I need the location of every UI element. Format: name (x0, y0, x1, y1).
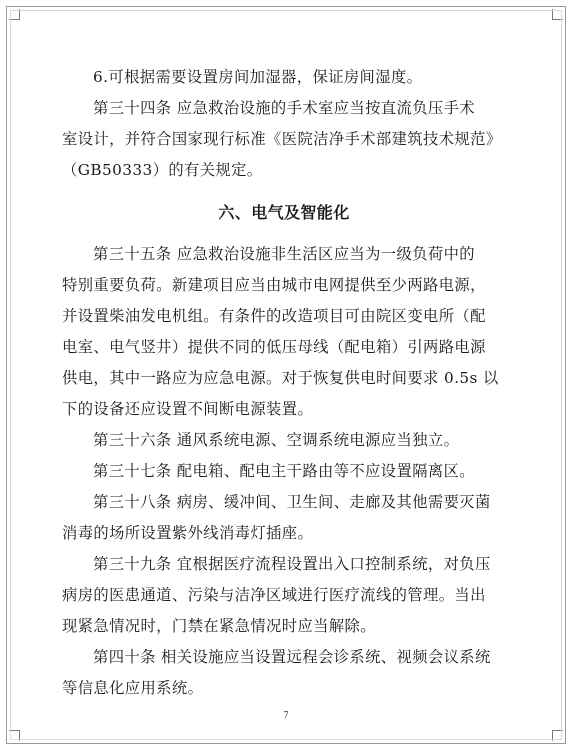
article-38 (62, 487, 506, 549)
article-39 (62, 549, 506, 642)
intro-paragraph (62, 62, 506, 186)
text-line: 第四十条 相关设施应当设置远程会诊系统、视频会议系统 (93, 648, 491, 666)
article-36 (62, 425, 506, 456)
text-line: 室设计，并符合国家现行标准《医院洁净手术部建筑技术规范》 (62, 130, 502, 148)
text-line: 第三十七条 配电箱、配电主干路由等不应设置隔离区。 (93, 462, 475, 480)
text-line: 6.可根据需要设置房间加湿器，保证房间湿度。 (93, 68, 423, 86)
text-line: 消毒的场所设置紫外线消毒灯插座。 (62, 524, 314, 542)
text-line: 第三十六条 通风系统电源、空调系统电源应当独立。 (93, 431, 460, 449)
text-line: 第三十四条 应急救治设施的手术室应当按直流负压手术 (93, 99, 475, 117)
article-37 (62, 456, 506, 487)
text-line: 电室、电气竖井）提供不同的低压母线（配电箱）引两路电源 (62, 338, 486, 356)
text-line: 第三十五条 应急救治设施非生活区应当为一级负荷中的 (93, 245, 475, 263)
text-line: 下的设备还应设置不间断电源装置。 (62, 400, 314, 418)
article-40 (62, 642, 506, 704)
text-line: 现紧急情况时，门禁在紧急情况时应当解除。 (62, 617, 376, 635)
text-line: 第三十八条 病房、缓冲间、卫生间、走廊及其他需要灭菌 (93, 493, 491, 511)
document-body (62, 62, 506, 704)
text-line: 第三十九条 宜根据医疗流程设置出入口控制系统，对负压 (93, 555, 491, 573)
text-line: 特别重要负荷。新建项目应当由城市电网提供至少两路电源， (62, 276, 486, 294)
section-heading: 六、电气及智能化 (218, 203, 350, 222)
text-line: 等信息化应用系统。 (62, 679, 204, 697)
text-line: 并设置柴油发电机组。有条件的改造项目可由院区变电所（配 (62, 307, 486, 325)
text-line: 病房的医患通道、污染与洁净区域进行医疗流线的管理。当出 (62, 586, 486, 604)
article-35 (62, 239, 506, 425)
text-line: （GB50333）的有关规定。 (62, 161, 263, 179)
page-number: 7 (283, 711, 289, 721)
text-line: 供电，其中一路应为应急电源。对于恢复供电时间要求 0.5s 以 (62, 369, 499, 387)
